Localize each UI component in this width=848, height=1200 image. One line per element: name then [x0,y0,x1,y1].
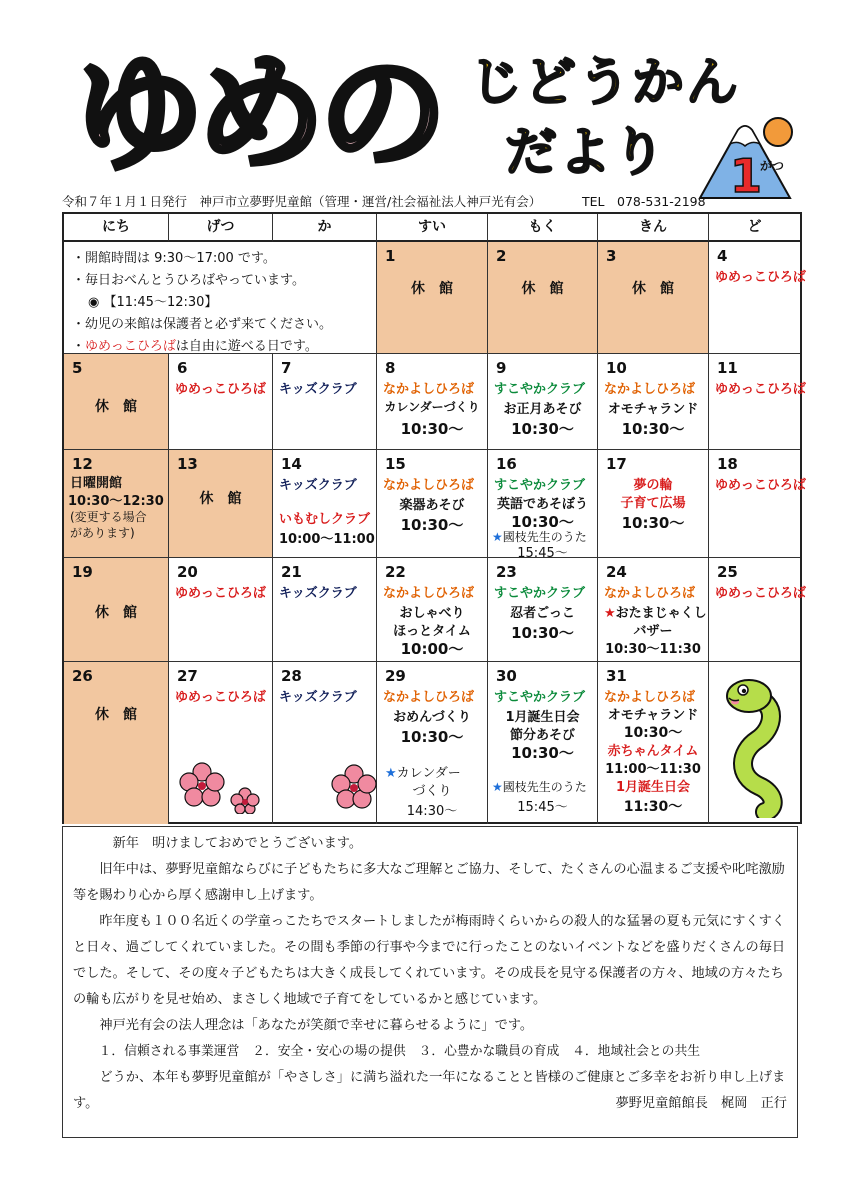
day-cell-21 [273,558,377,662]
event-time: 10:30～ [400,728,464,746]
event-calendar-making-cont: づくり [412,784,452,799]
letter-paragraph-2: 昨年度も１００名近くの学童っこたちでスタートしましたが梅雨時くらいからの殺人的な猛暑の夏も元気にすくすくと日々、過ごしてくれていました。その間も季節の行事や今までに行ったことのないイベントなどを盛りだくさんの毎日でした。そして、その度々子どもたちは大きく成長してくれています。その成長を見守る保護者の方々、地域の方々たちの輪も広がりを見せ始め、まさしく地域で子育てをしているかと感じています。 [73,914,786,1007]
day-cell-26 [64,662,169,824]
day-number: 6 [177,359,188,377]
event-activity-cont: ほっとタイム [393,624,471,639]
publication-info [62,192,802,210]
day-cell-12 [64,450,169,558]
event-time: 10:30～ [623,725,683,741]
event-setsubun: 節分あそび [509,728,575,743]
day-cell-1 [377,242,488,354]
day-number: 22 [385,563,406,581]
event-song-time: 15:45～ [517,546,568,561]
day-cell-23 [488,558,598,662]
day-number: 30 [496,667,517,685]
weekday-sat: ど [709,214,800,242]
day-cell-14 [273,450,377,558]
star-icon: ★ [492,530,503,544]
event-birthday-party: 1月誕生日会 [505,710,580,725]
day-cell-2 [488,242,598,354]
weekday-thu: もく [488,214,598,242]
letter-signature: 夢野児童館館長 梶岡 正行 [615,1096,787,1111]
event-kids-club: キッズクラブ [279,690,357,705]
day-cell-19 [64,558,169,662]
event-otamajakushi: おたまじゃくし [615,606,707,621]
info-bullet: ・ [72,339,86,354]
closed-label: 休 館 [411,281,453,297]
closed-label: 休 館 [95,399,137,415]
event-time: 10:30～ [400,420,464,438]
day-cell-15 [377,450,488,558]
snake-icon [715,668,795,818]
info-yumekko-desc: は自由に遊べる日です。 [175,339,318,354]
title-sub-dayori: だより [505,123,668,183]
day-number: 11 [717,359,738,377]
publisher-line: 令和７年１月１日発行 神戸市立夢野児童館（管理・運営/社会福祉法人神戸光有会） [62,194,542,209]
day-number: 3 [606,247,617,265]
event-activity: カレンダーづくり [384,400,480,414]
lunch-bento-icon: ◉ [88,295,100,310]
day-number: 13 [177,455,198,473]
event-yume-no-wa: 夢の輪 [633,478,673,493]
sunday-note-cont: があります) [70,526,135,540]
star-icon: ★ [492,780,503,794]
letter-closing: どうか、本年も夢野児童館が「やさしさ」に満ち溢れた一年になることと皆様のご健康とご多幸をお祈り申し上げます。 [73,1070,786,1111]
info-yumekko-label: ゆめっこひろば [85,339,176,354]
info-guardian: ・幼児の来館は保護者と必ず来てください。 [72,317,333,332]
day-cell-6 [169,354,273,450]
event-time: 10:30～ [621,420,685,438]
title-sub-jidoukan: じどうかん [470,53,741,113]
weekday-mon: げつ [169,214,273,242]
event-imomushi-club: いもむしクラブ [279,512,371,527]
event-yumekko: ゆめっこひろば [715,382,806,397]
event-sukoyaka: すこやかクラブ [494,690,586,705]
event-activity: 楽器あそび [399,498,465,513]
event-yumekko: ゆめっこひろば [715,478,806,493]
day-cell-20 [169,558,273,662]
event-time: 10:30～11:30 [605,642,701,657]
day-number: 19 [72,563,93,581]
day-cell-7 [273,354,377,450]
weekday-sun: にち [64,214,169,242]
event-kids-club: キッズクラブ [279,586,357,601]
mount-fuji-sun-illustration [690,110,810,200]
day-number: 26 [72,667,93,685]
info-lunch: ・毎日おべんとうひろばやっています。 [72,273,305,288]
monthly-calendar [62,212,806,824]
day-number: 23 [496,563,517,581]
closed-label: 休 館 [632,281,674,297]
event-song-time: 15:45～ [517,800,568,815]
closed-label: 休 館 [199,491,242,507]
weekday-fri: きん [598,214,709,242]
event-time: 10:00～11:00 [279,532,375,547]
month-suffix: がつ [760,159,785,173]
day-cell-29 [377,662,488,824]
day-number: 29 [385,667,406,685]
day-number: 16 [496,455,517,473]
info-box [64,242,377,354]
day-cell-18 [709,450,806,558]
closed-label: 休 館 [95,707,137,723]
day-number: 25 [717,563,738,581]
event-activity: お正月あそび [503,402,582,417]
day-cell-11 [709,354,806,450]
new-year-letter [62,826,798,1138]
day-cell-4 [709,242,806,354]
title-main-text: ゆめの [75,40,442,180]
letter-principles: １．信頼される事業運営 ２．安全・安心の場の提供 ３．心豊かな職員の育成 ４．地域社会との共生 [98,1044,701,1059]
day-cell-5 [64,354,169,450]
newsletter-title-logo [70,30,470,180]
letter-greeting: 新年 明けましておめでとうございます。 [112,836,363,851]
event-baby-time: 赤ちゃんタイム [607,744,699,759]
star-icon: ★ [385,766,397,781]
event-sukoyaka: すこやかクラブ [494,586,586,601]
event-time: 10:00～ [400,640,464,658]
day-number: 9 [496,359,507,377]
day-cell-9 [488,354,598,450]
event-kids-club: キッズクラブ [279,382,357,397]
day-cell-28 [273,662,377,824]
event-nakayoshi: なかよしひろば [604,586,696,601]
day-number: 5 [72,359,83,377]
weekday-tue: か [273,214,377,242]
day-number: 4 [717,247,728,265]
event-nakayoshi: なかよしひろば [604,382,696,397]
event-time: 10:30～ [621,514,685,532]
event-birthday-time: 11:30～ [623,799,683,815]
event-yumekko: ゆめっこひろば [715,586,806,601]
event-activity: オモチャランド [607,402,699,417]
month-number: 1 [730,149,763,200]
weekday-wed: すい [377,214,488,242]
event-song: 國枝先生のうた [502,530,587,544]
event-yumekko: ゆめっこひろば [715,270,806,285]
letter-paragraph-1: 旧年中は、夢野児童館ならびに子どもたちに多大なご理解とご協力、そして、たくさんの心温まるご支援や叱咤激励等を賜わり心から厚く感謝申し上げます。 [73,862,785,903]
day-cell-3 [598,242,709,354]
day-cell-30 [488,662,598,824]
day-number: 10 [606,359,627,377]
event-time: 10:30～ [400,516,464,534]
event-activity: 忍者ごっこ [510,606,575,621]
info-hours: ・開館時間は 9:30～17:00 です。 [72,251,276,266]
day-number: 8 [385,359,396,377]
event-time: 10:30～ [511,624,574,642]
event-time: 10:30～ [511,420,574,438]
closed-label: 休 館 [95,605,137,621]
event-time: 10:30～ [511,513,574,531]
day-cell-10 [598,354,709,450]
event-nakayoshi: なかよしひろば [383,382,475,397]
day-cell-16 [488,450,598,561]
day-cell-8 [377,354,488,450]
sunday-open-time: 10:30～12:30 [68,494,164,509]
day-cell-17 [598,450,709,558]
event-sukoyaka: すこやかクラブ [494,478,586,493]
day-number: 27 [177,667,198,685]
day-number: 14 [281,455,302,473]
day-number: 17 [606,455,627,473]
day-number: 15 [385,455,406,473]
plum-blossom-icon [177,754,267,814]
phone-number: TEL 078-531-2198 [582,194,706,209]
day-number: 28 [281,667,302,685]
day-number: 2 [496,247,507,265]
event-calendar-time: 14:30～ [406,804,458,819]
event-nakayoshi: なかよしひろば [383,478,475,493]
day-number: 12 [72,455,93,473]
day-cell-13 [169,450,273,558]
day-number: 21 [281,563,302,581]
day-cell-22 [377,558,488,662]
event-bazaar: バザー [633,624,673,639]
event-activity: オモチャランド [607,708,699,723]
snake-illustration-cell [709,662,800,824]
day-number: 18 [717,455,738,473]
day-number: 20 [177,563,198,581]
event-activity: おしゃべり [399,606,465,621]
event-calendar-making: カレンダー [396,766,461,781]
plum-blossom-icon [331,764,377,810]
day-number: 7 [281,359,292,377]
day-cell-24 [598,558,709,662]
event-activity: 英語であそぼう [496,497,588,512]
sunday-open-label: 日曜開館 [70,476,123,491]
event-yumekko: ゆめっこひろば [175,382,266,397]
event-yumekko: ゆめっこひろば [175,586,266,601]
event-nakayoshi: なかよしひろば [383,586,475,601]
day-cell-27 [169,662,273,824]
info-lunch-time: 【11:45～12:30】 [103,295,218,310]
closed-label: 休 館 [521,281,564,297]
event-kids-club: キッズクラブ [279,478,357,493]
event-birthday-party: 1月誕生日会 [615,780,691,795]
event-baby-time-slot: 11:00～11:30 [605,762,701,777]
day-number: 31 [606,667,627,685]
day-cell-31 [598,662,709,824]
event-nakayoshi: なかよしひろば [383,690,475,705]
event-sukoyaka: すこやかクラブ [494,382,586,397]
event-nakayoshi: なかよしひろば [604,690,696,705]
event-kosodate: 子育て広場 [620,496,686,511]
day-number: 24 [606,563,627,581]
day-cell-25 [709,558,806,662]
star-icon: ★ [604,606,616,621]
event-time: 10:30～ [511,744,574,762]
sunday-note: (変更する場合 [70,510,147,524]
event-yumekko: ゆめっこひろば [175,690,266,705]
event-song: 國枝先生のうた [502,780,587,794]
letter-philosophy: 神戸光有会の法人理念は「あなたが笑顔で幸せに暮らせるように」です。 [99,1018,534,1033]
event-activity: おめんづくり [393,710,471,725]
day-number: 1 [385,247,396,265]
